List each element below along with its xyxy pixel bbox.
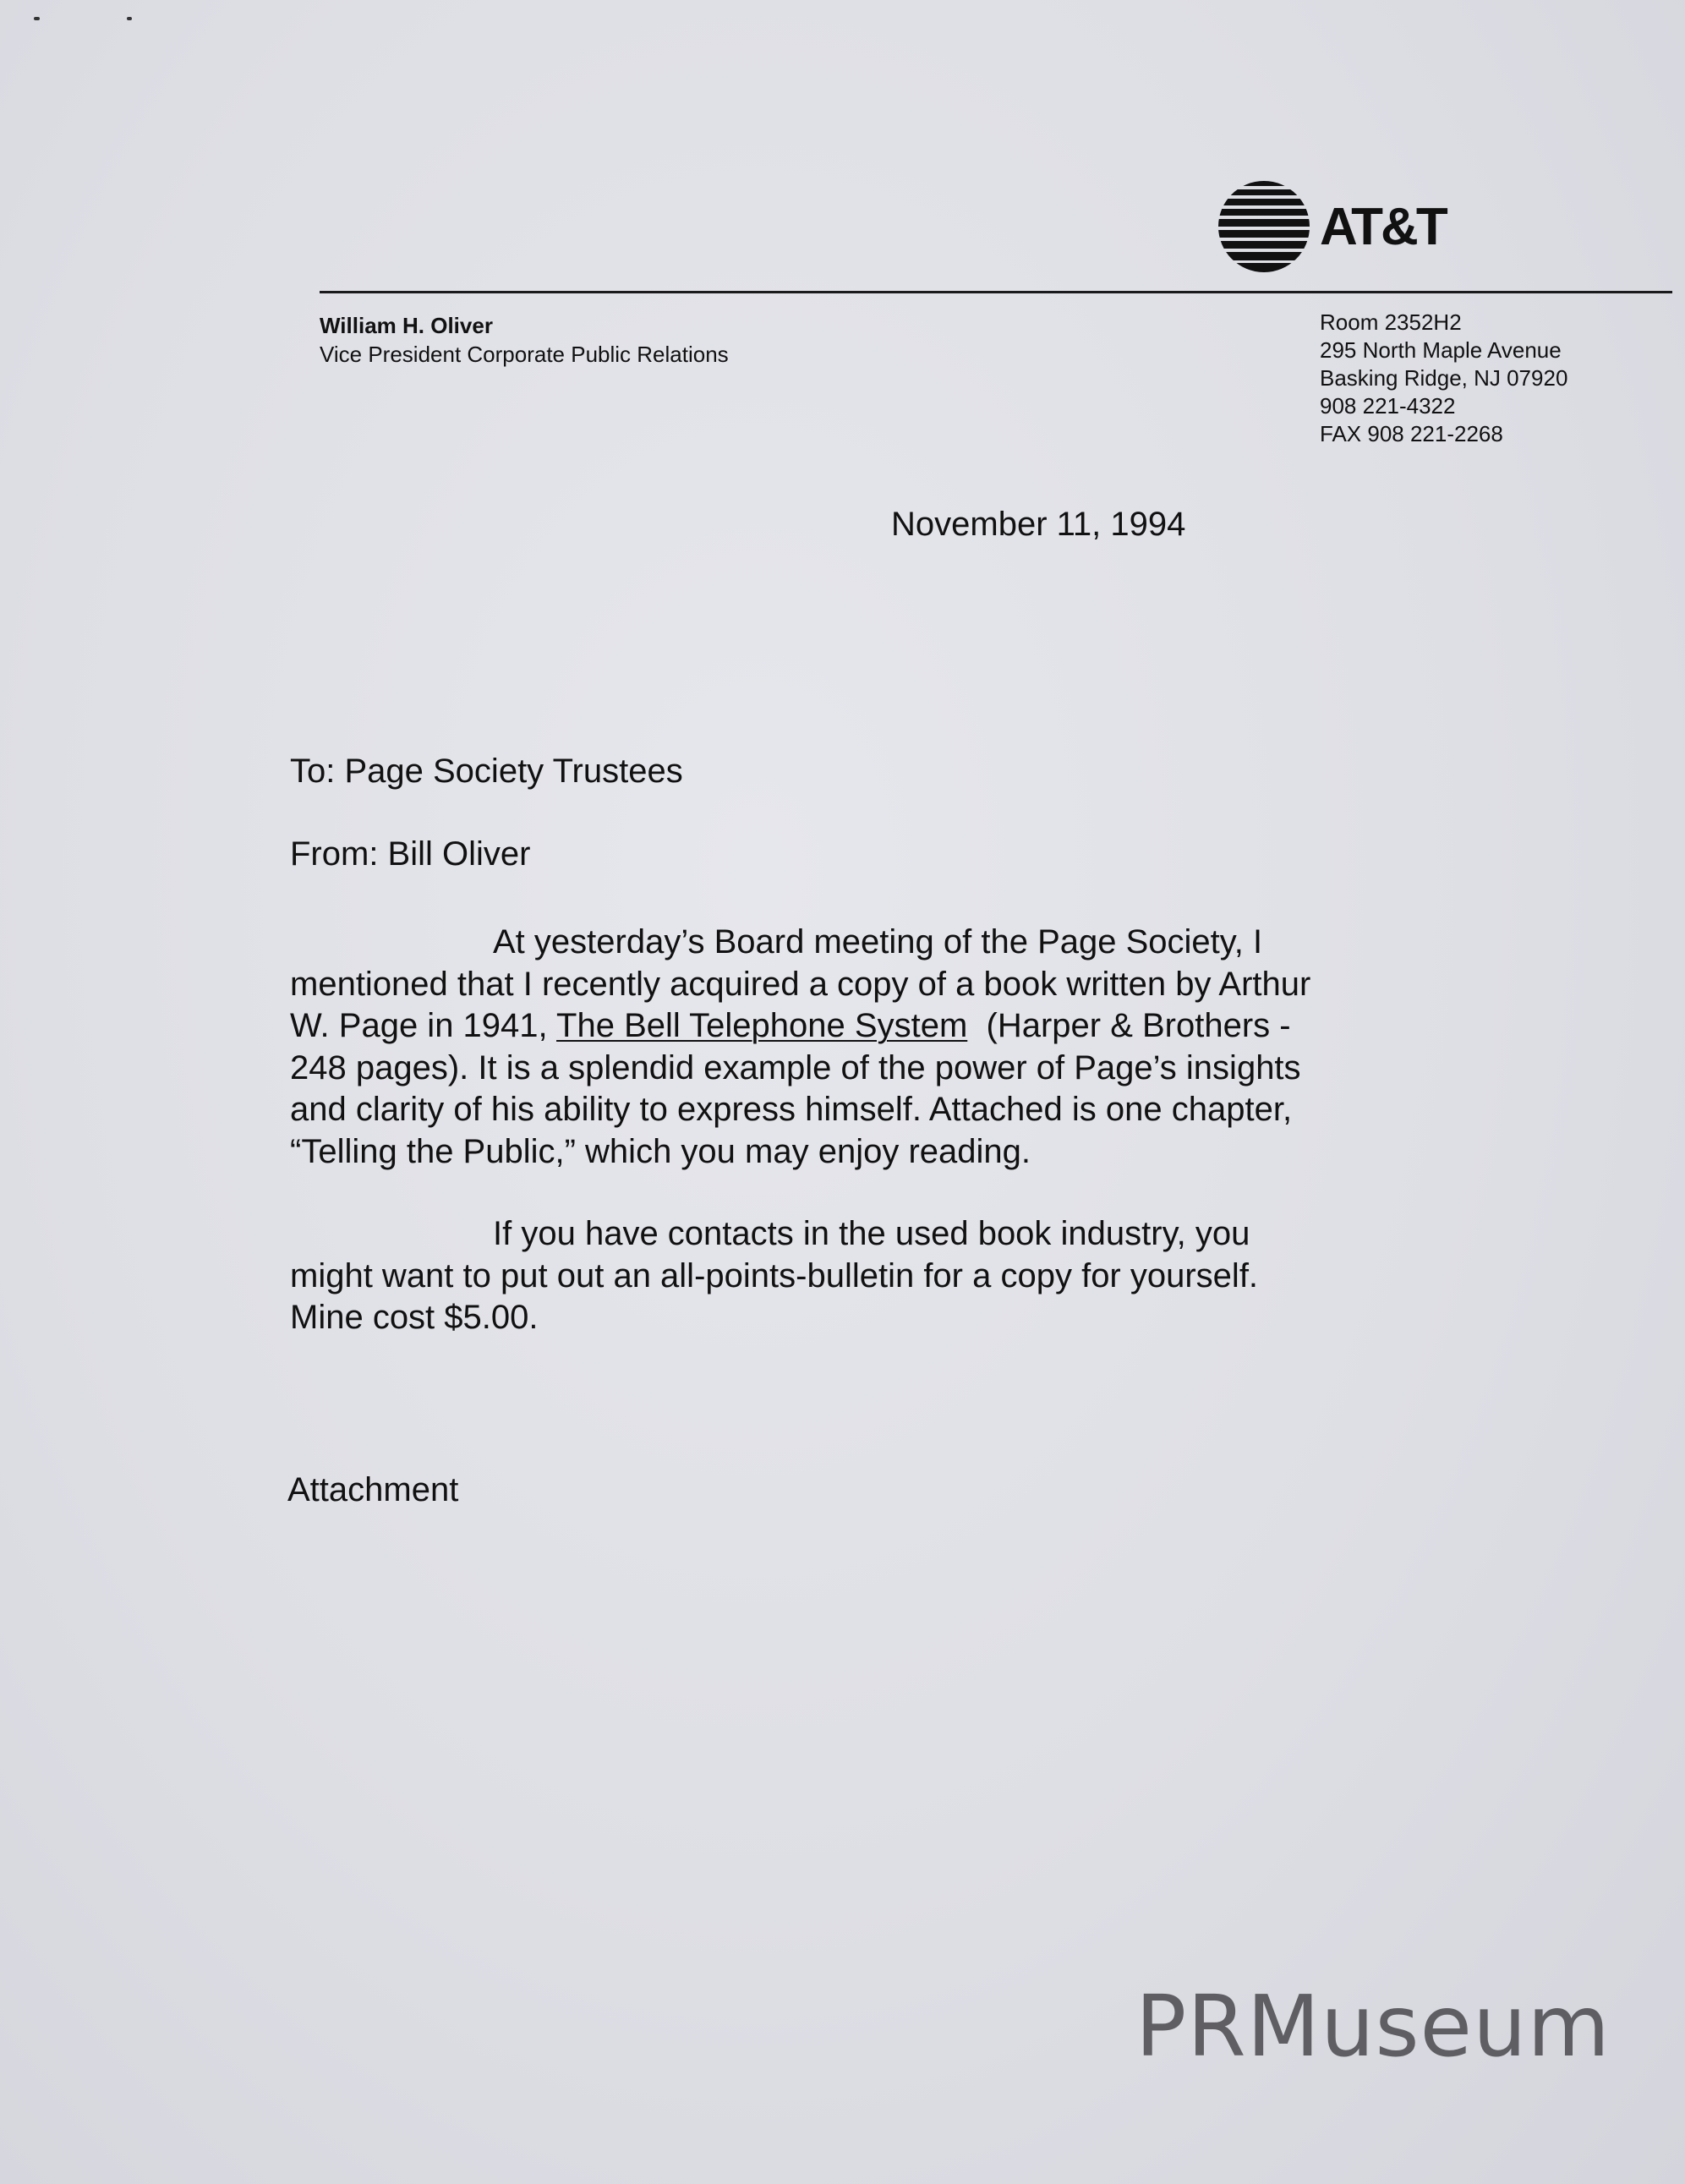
address-phone: 908 221-4322	[1320, 393, 1456, 419]
sender-line: From: Bill Oliver	[290, 835, 531, 873]
att-brand-text: AT&T	[1320, 197, 1446, 256]
paragraph-line: At yesterday’s Board meeting of the Page Society, I	[493, 923, 1263, 961]
book-title: The Bell Telephone System	[556, 1007, 968, 1045]
address-city: Basking Ridge, NJ 07920	[1320, 365, 1568, 391]
letterhead-rule	[320, 291, 1672, 293]
prmuseum-watermark: PRMuseum	[1135, 1977, 1611, 2076]
address-fax: FAX 908 221-2268	[1320, 421, 1503, 446]
scan-speck	[127, 17, 132, 20]
att-logo	[1213, 176, 1446, 277]
scan-speck	[34, 17, 40, 20]
paragraph-line: 248 pages). It is a splendid example of the power of Page’s insights	[290, 1048, 1301, 1087]
sender-address	[1320, 309, 1567, 448]
address-room: Room 2352H2	[1320, 309, 1462, 335]
sender-title: Vice President Corporate Public Relations	[320, 342, 729, 367]
body-paragraph-2	[290, 1213, 1491, 1339]
att-globe-icon	[1213, 179, 1315, 274]
body-paragraph-1	[290, 922, 1491, 1174]
paragraph-line: might want to put out an all-points-bulletin for a copy for yourself.	[290, 1256, 1259, 1295]
paragraph-line: Mine cost $5.00.	[290, 1299, 539, 1337]
attachment-note: Attachment	[287, 1471, 459, 1508]
paragraph-line: If you have contacts in the used book industry, you	[493, 1215, 1250, 1252]
address-street: 295 North Maple Avenue	[1320, 337, 1562, 363]
recipient-line: To: Page Society Trustees	[290, 753, 683, 790]
paragraph-line	[290, 1005, 1491, 1048]
paragraph-line: “Telling the Public,” which you may enjoy reading.	[290, 1132, 1031, 1170]
sender-name: William H. Oliver	[320, 313, 493, 338]
paragraph-text: W. Page in 1941,	[290, 1007, 557, 1045]
letter-date: November 11, 1994	[891, 506, 1186, 543]
paragraph-line: mentioned that I recently acquired a copy of a book written by Arthur	[290, 965, 1311, 1003]
paragraph-line: and clarity of his ability to express himself. Attached is one chapter,	[290, 1091, 1293, 1129]
paragraph-text: (Harper & Brothers -	[967, 1007, 1291, 1045]
